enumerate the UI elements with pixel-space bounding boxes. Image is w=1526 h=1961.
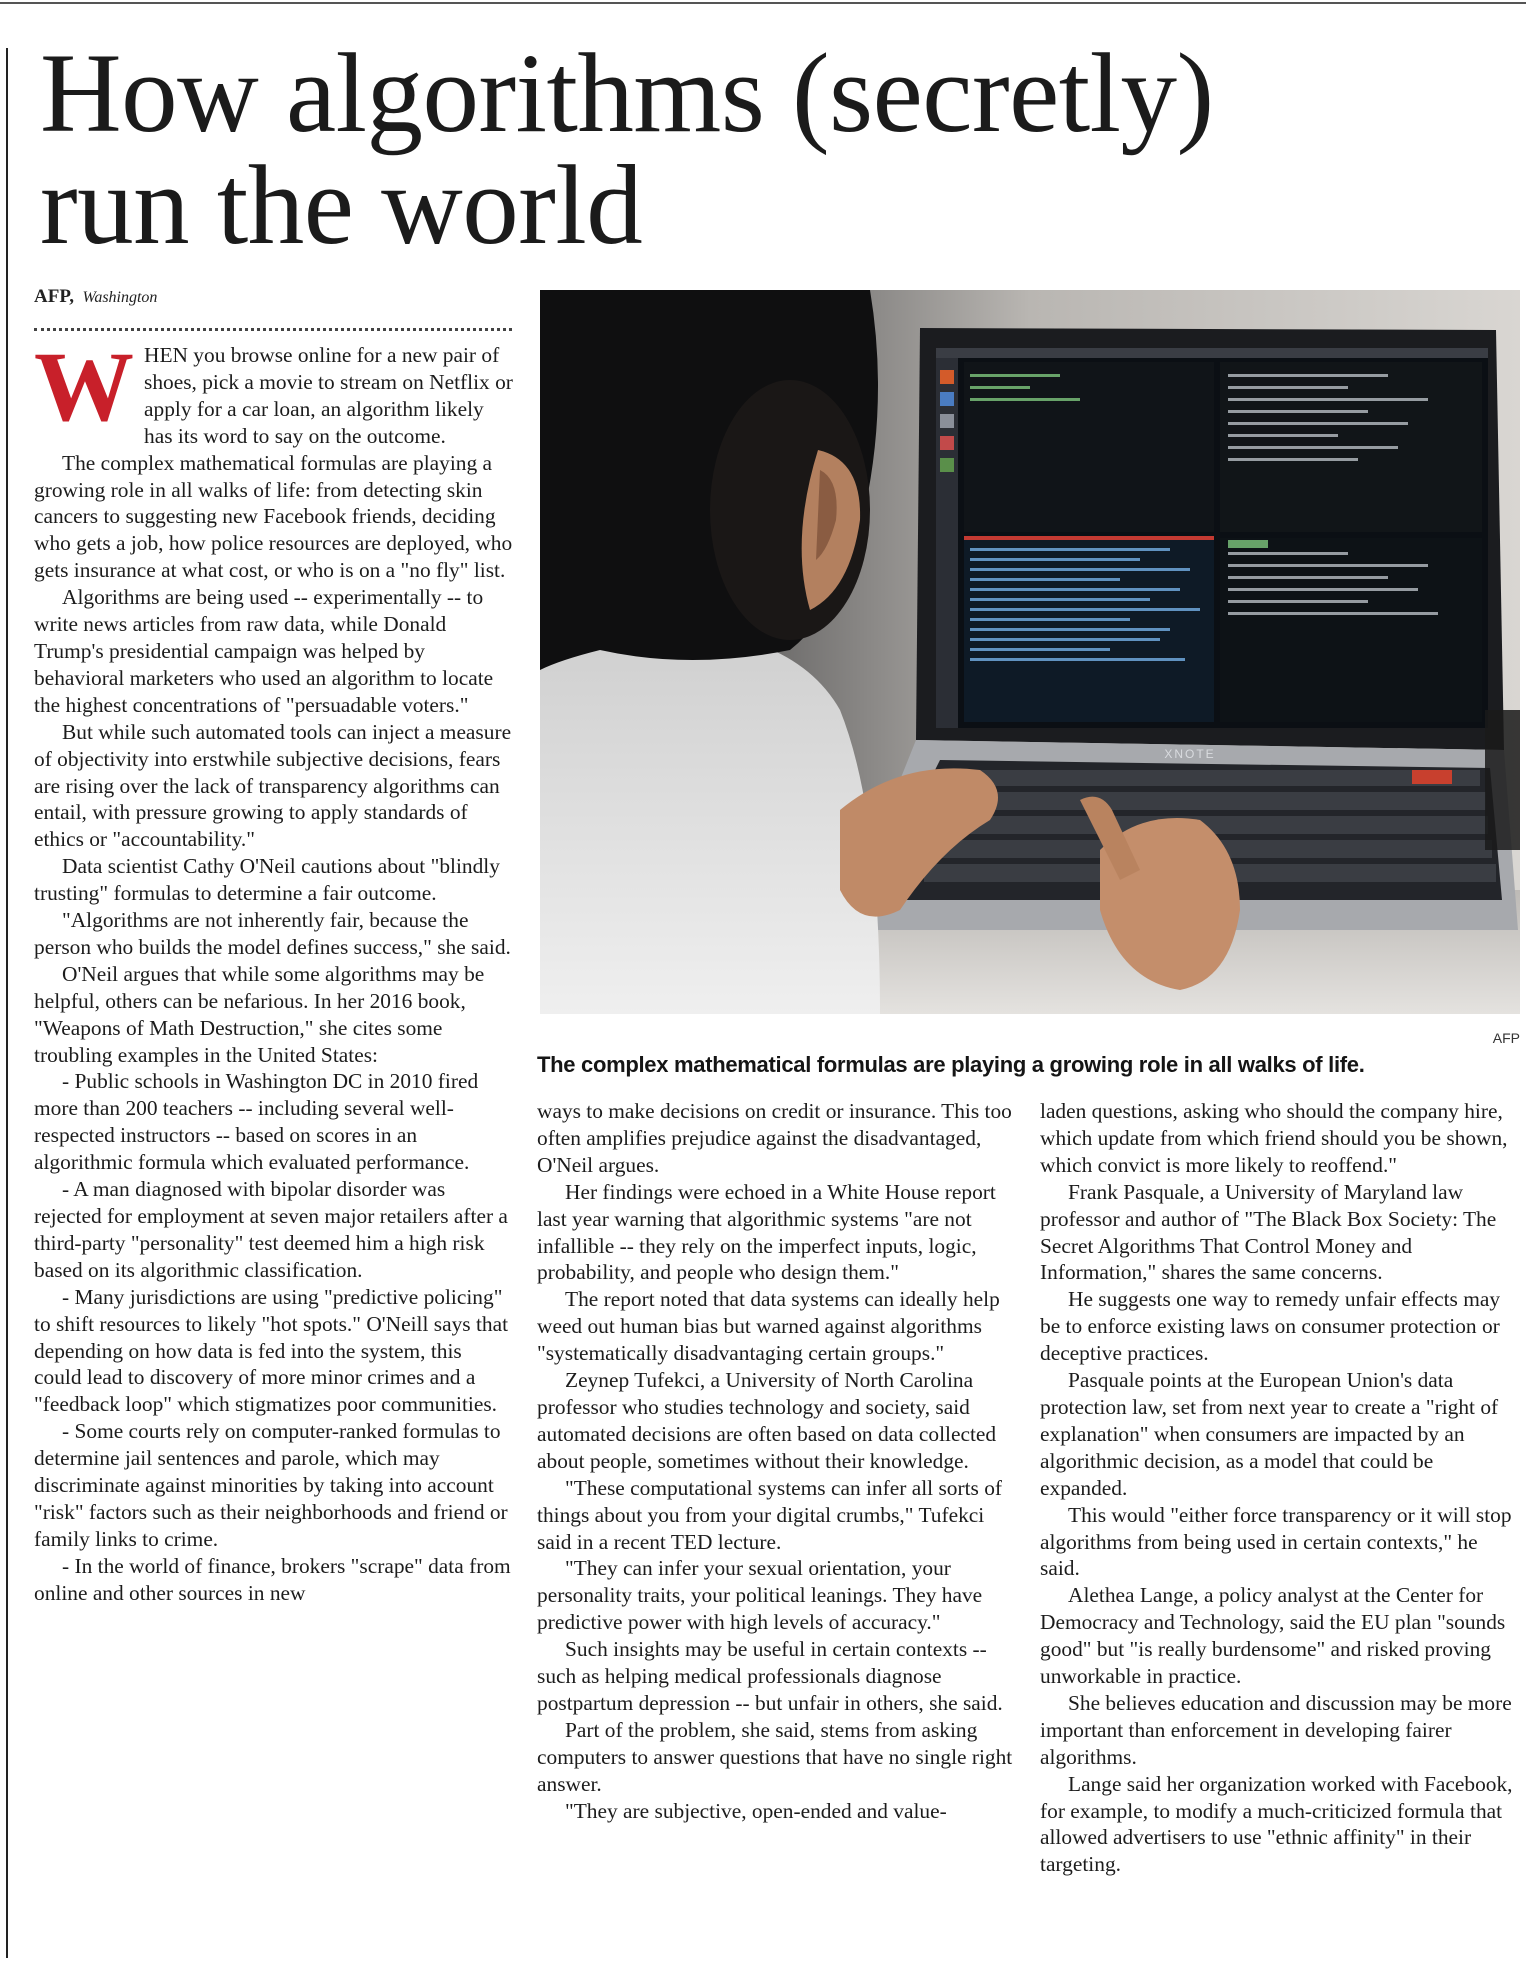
paragraph: Zeynep Tufekci, a University of North Carolina professor who studies technology and society, said automated decisions are often based on data collected about people, sometimes without their knowledge.	[537, 1368, 997, 1473]
drop-cap: W	[34, 331, 134, 442]
headline-line-2: run the world	[40, 143, 643, 268]
paragraph: This would "either force transparency or it will stop algorithms from being used in certain contexts," he said.	[1040, 1502, 1512, 1581]
lead-text: HEN you browse online for a new pair of shoes, pick a movie to stream on Netflix or apply for a car loan, an algorithm likely has its word to say on the outcome.	[144, 343, 513, 448]
paragraph: Part of the problem, she said, stems from asking computers to answer questions that have no single right answer.	[537, 1717, 1013, 1796]
bullet-paragraph: - Many jurisdictions are using "predictive policing" to shift resources to likely "hot spots." O'Neill says that depending on how data is fed into the system, this could lead to discovery of more minor crimes and a "feedback loop" which stigmatizes poor communities.	[34, 1284, 509, 1417]
paragraph: Frank Pasquale, a University of Maryland law professor and author of "The Black Box Society: The Secret Algorithms That Control Money and Information," shares the same concerns.	[1040, 1179, 1497, 1285]
paragraph: He suggests one way to remedy unfair effects may be to enforce existing laws on consumer protection or deceptive practices.	[1040, 1287, 1501, 1366]
paragraph: Alethea Lange, a policy analyst at the Center for Democracy and Technology, said the EU plan "sounds good" but "is really burdensome" and risked proving unworkable in practice.	[1040, 1583, 1506, 1689]
paragraph: "These computational systems can infer all sorts of things about you from your digital crumbs," Tufekci said in a recent TED lecture.	[537, 1475, 1003, 1554]
bullet-paragraph: - A man diagnosed with bipolar disorder was rejected for employment at seven major retailers after a third-party "personality" test deemed him a high risk based on its algorithmic classification.	[34, 1177, 508, 1282]
photo-caption: The complex mathematical formulas are playing a growing role in all walks of life.	[537, 1052, 1365, 1077]
lead-paragraph	[34, 331, 514, 450]
left-rule	[6, 48, 8, 1958]
top-rule	[0, 2, 1526, 4]
paragraph: The report noted that data systems can ideally help weed out human bias but warned against algorithms "systematically disadvantaging certain groups."	[537, 1287, 1000, 1366]
paragraph: Lange said her organization worked with Facebook, for example, to modify a much-criticized formula that allowed advertisers to use "ethnic affinity" in their targeting.	[1040, 1771, 1513, 1877]
paragraph-continued: laden questions, asking who should the company hire, which update from which friend should you be shown, which convict is more likely to reoffend."	[1040, 1099, 1508, 1177]
paragraph: Algorithms are being used -- experimentally -- to write news articles from raw data, while Donald Trump's presidential campaign was helped by behavioral marketers who used an algorithm to locate the highest concentrations of "persuadable voters."	[34, 585, 494, 717]
bullet-paragraph: - In the world of finance, brokers "scrape" data from online and other sources in new	[34, 1553, 511, 1605]
paragraph: Her findings were echoed in a White House report last year warning that algorithmic systems "are not infallible -- they rely on the imperfect inputs, logic, probability, and people who design them."	[537, 1179, 996, 1285]
paragraph: Such insights may be useful in certain contexts -- such as helping medical professionals diagnose postpartum depression -- but unfair in others, she said.	[537, 1637, 1003, 1715]
byline-agency: AFP,	[34, 286, 74, 307]
paragraph-continued: ways to make decisions on credit or insurance. This too often amplifies prejudice against the disadvantaged, O'Neil argues.	[537, 1099, 1012, 1177]
paragraph: O'Neil argues that while some algorithms may be helpful, others can be nefarious. In her 2016 book, "Weapons of Math Destruction," she cites some troubling examples in the United States:	[34, 961, 485, 1067]
photo-illustration	[540, 290, 1520, 1014]
bullet-paragraph: - Public schools in Washington DC in 2010 fired more than 200 teachers -- including several well-respected instructors -- based on scores in an algorithmic formula which evaluated performance.	[34, 1069, 479, 1175]
article-column-1	[34, 331, 514, 1607]
paragraph: "They can infer your sexual orientation, your personality traits, your political leanings. They have predictive power with high levels of accuracy."	[537, 1556, 983, 1635]
bullet-paragraph: - Some courts rely on computer-ranked formulas to determine jail sentences and parole, which may discriminate against minorities by taking into account "risk" factors such as their neighborhoods and friend or family links to crime.	[34, 1419, 508, 1551]
paragraph: The complex mathematical formulas are playing a growing role in all walks of life: from detecting skin cancers to suggesting new Facebook friends, deciding who gets a job, how police resources are deployed, who gets insurance at what cost, or who is on a "no fly" list.	[34, 450, 513, 583]
article-photo	[540, 290, 1520, 1014]
article-column-2	[537, 1098, 1017, 1824]
article-column-3	[1040, 1098, 1520, 1878]
paragraph: "They are subjective, open-ended and value-	[565, 1798, 947, 1823]
paragraph: Data scientist Cathy O'Neil cautions about "blindly trusting" formulas to determine a fair outcome.	[34, 854, 500, 906]
byline	[34, 286, 157, 308]
paragraph: Pasquale points at the European Union's data protection law, set from next year to create a "right of explanation" when consumers are impacted by an algorithmic decision, as a model that could be expanded.	[1040, 1368, 1499, 1500]
paragraph: She believes education and discussion may be more important than enforcement in developing fairer algorithms.	[1040, 1690, 1512, 1769]
headline-line-1: How algorithms (secretly)	[40, 31, 1214, 156]
laptop-brand: XNOTE	[1164, 747, 1216, 761]
photo-credit: AFP	[1492, 1030, 1520, 1046]
paragraph: "Algorithms are not inherently fair, because the person who builds the model defines success," she said.	[34, 908, 511, 959]
paragraph: But while such automated tools can inject a measure of objectivity into erstwhile subjective decisions, fears are rising over the lack of transparency algorithms can entail, with pressure growing to apply standards of ethics or "accountability."	[34, 719, 512, 852]
byline-place: Washington	[82, 289, 158, 306]
headline	[40, 31, 1480, 268]
